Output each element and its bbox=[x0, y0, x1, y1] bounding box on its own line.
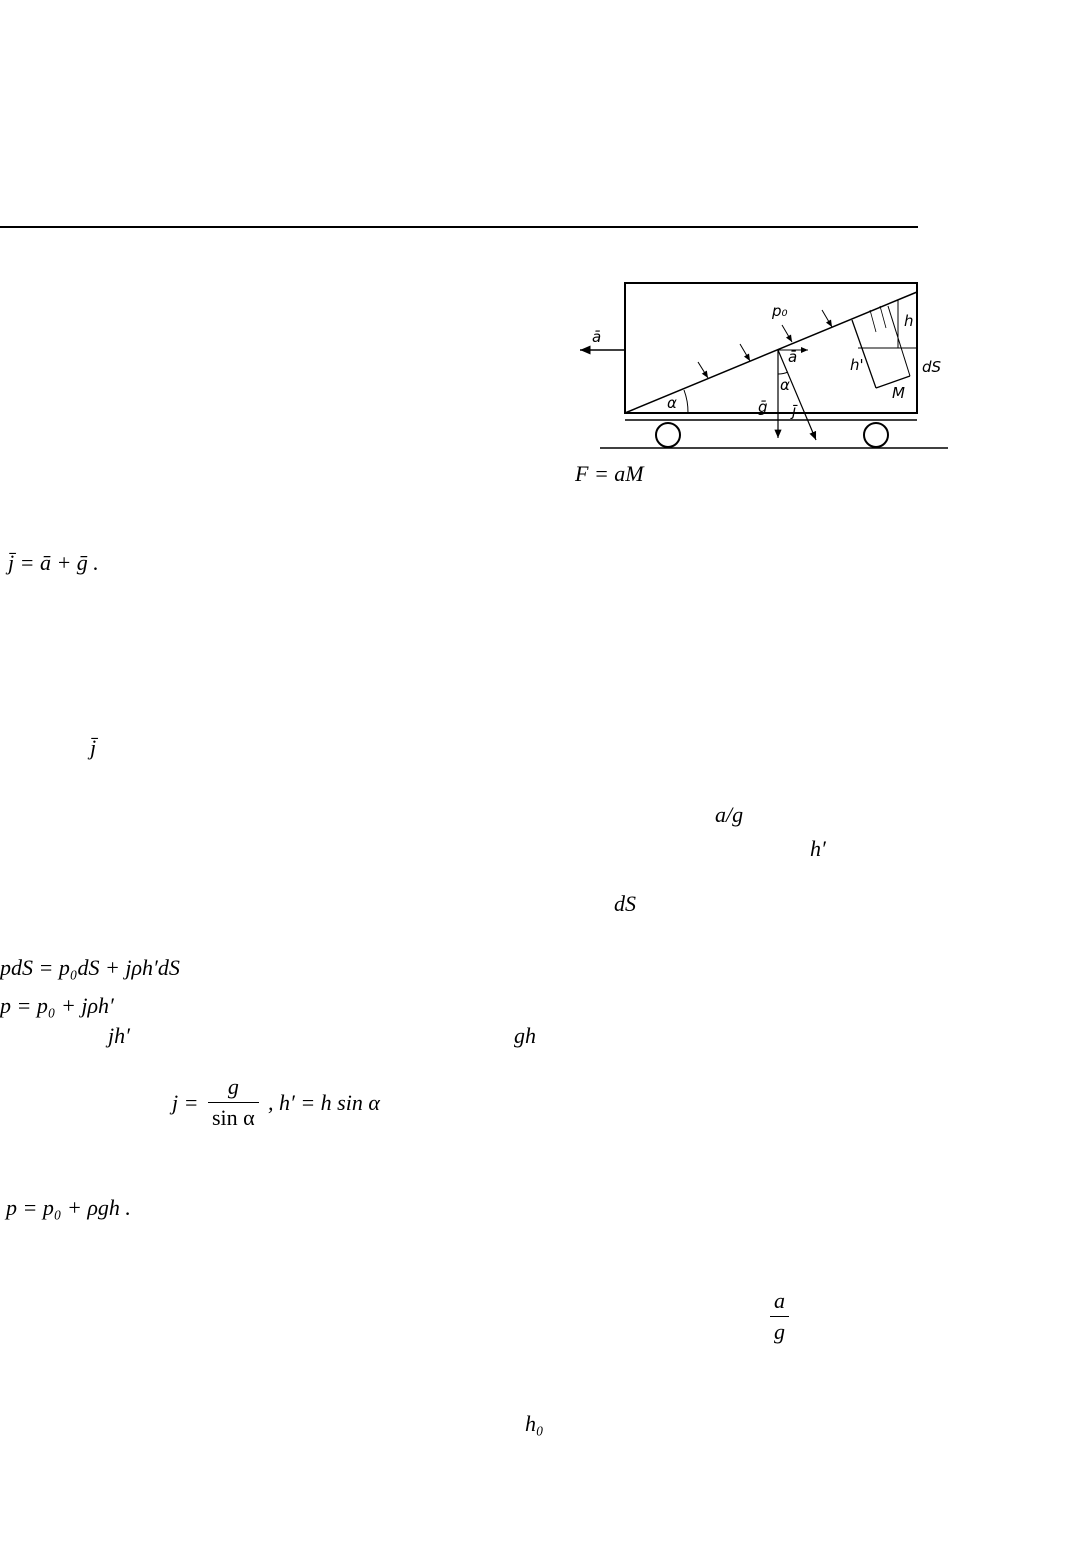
alpha2-label: α bbox=[780, 376, 790, 394]
j-label: j̄ bbox=[792, 402, 797, 420]
surface-arrow-4 bbox=[782, 325, 792, 342]
gh-term: gh bbox=[514, 1023, 536, 1048]
j-def-denominator: sin α bbox=[212, 1105, 255, 1130]
alpha-label: α bbox=[667, 394, 677, 412]
ratio-a-over-g: a/g bbox=[715, 802, 744, 827]
h0-symbol: h₀ bbox=[525, 1411, 544, 1436]
p0-label: p₀ bbox=[772, 302, 788, 320]
hatch-1 bbox=[870, 310, 876, 332]
dS-label: dS bbox=[922, 358, 942, 376]
h-label: h bbox=[904, 312, 914, 330]
surface-arrow-1 bbox=[698, 362, 708, 378]
frac-denominator: g bbox=[774, 1319, 785, 1344]
equation-j-sum: j̄ = ā + ḡ . bbox=[8, 550, 99, 575]
g-label: ḡ bbox=[758, 398, 768, 416]
j-symbol: j̄ bbox=[90, 735, 97, 760]
h-prime-label: h' bbox=[850, 356, 864, 374]
surface-arrow-3 bbox=[822, 310, 832, 327]
dS-symbol: dS bbox=[614, 891, 636, 916]
alpha2-arc bbox=[778, 372, 788, 374]
pressure-final-equation: p = p₀ + ρgh . bbox=[6, 1195, 131, 1220]
a-over-g-fraction bbox=[770, 1288, 789, 1345]
a-mid-label: ā bbox=[788, 348, 798, 366]
j-def-numerator: g bbox=[227, 1074, 239, 1099]
j-def-lhs: j = bbox=[172, 1090, 199, 1115]
h-prime-symbol: h′ bbox=[810, 836, 826, 861]
M-label: M bbox=[892, 384, 905, 402]
wheel-right bbox=[864, 423, 888, 447]
figure-caption: F = aM bbox=[575, 461, 644, 486]
h-prime-line bbox=[852, 320, 876, 388]
jh-term: jh′ bbox=[108, 1023, 130, 1048]
surface-arrow-2 bbox=[740, 344, 750, 361]
h-prime-definition: , h′ = h sin α bbox=[268, 1090, 380, 1115]
horizontal-rule bbox=[0, 226, 918, 228]
tank-diagram bbox=[570, 270, 960, 460]
force-balance-equation: pdS = p₀dS + jρh′dS bbox=[0, 955, 180, 980]
pressure-equation: p = p₀ + jρh′ bbox=[0, 993, 114, 1018]
hatch-2 bbox=[880, 306, 886, 328]
alpha-arc bbox=[684, 390, 688, 413]
j-def-fraction bbox=[208, 1074, 259, 1131]
frac-numerator: a bbox=[774, 1288, 785, 1313]
wheel-left bbox=[656, 423, 680, 447]
a-left-label: ā bbox=[592, 328, 602, 346]
